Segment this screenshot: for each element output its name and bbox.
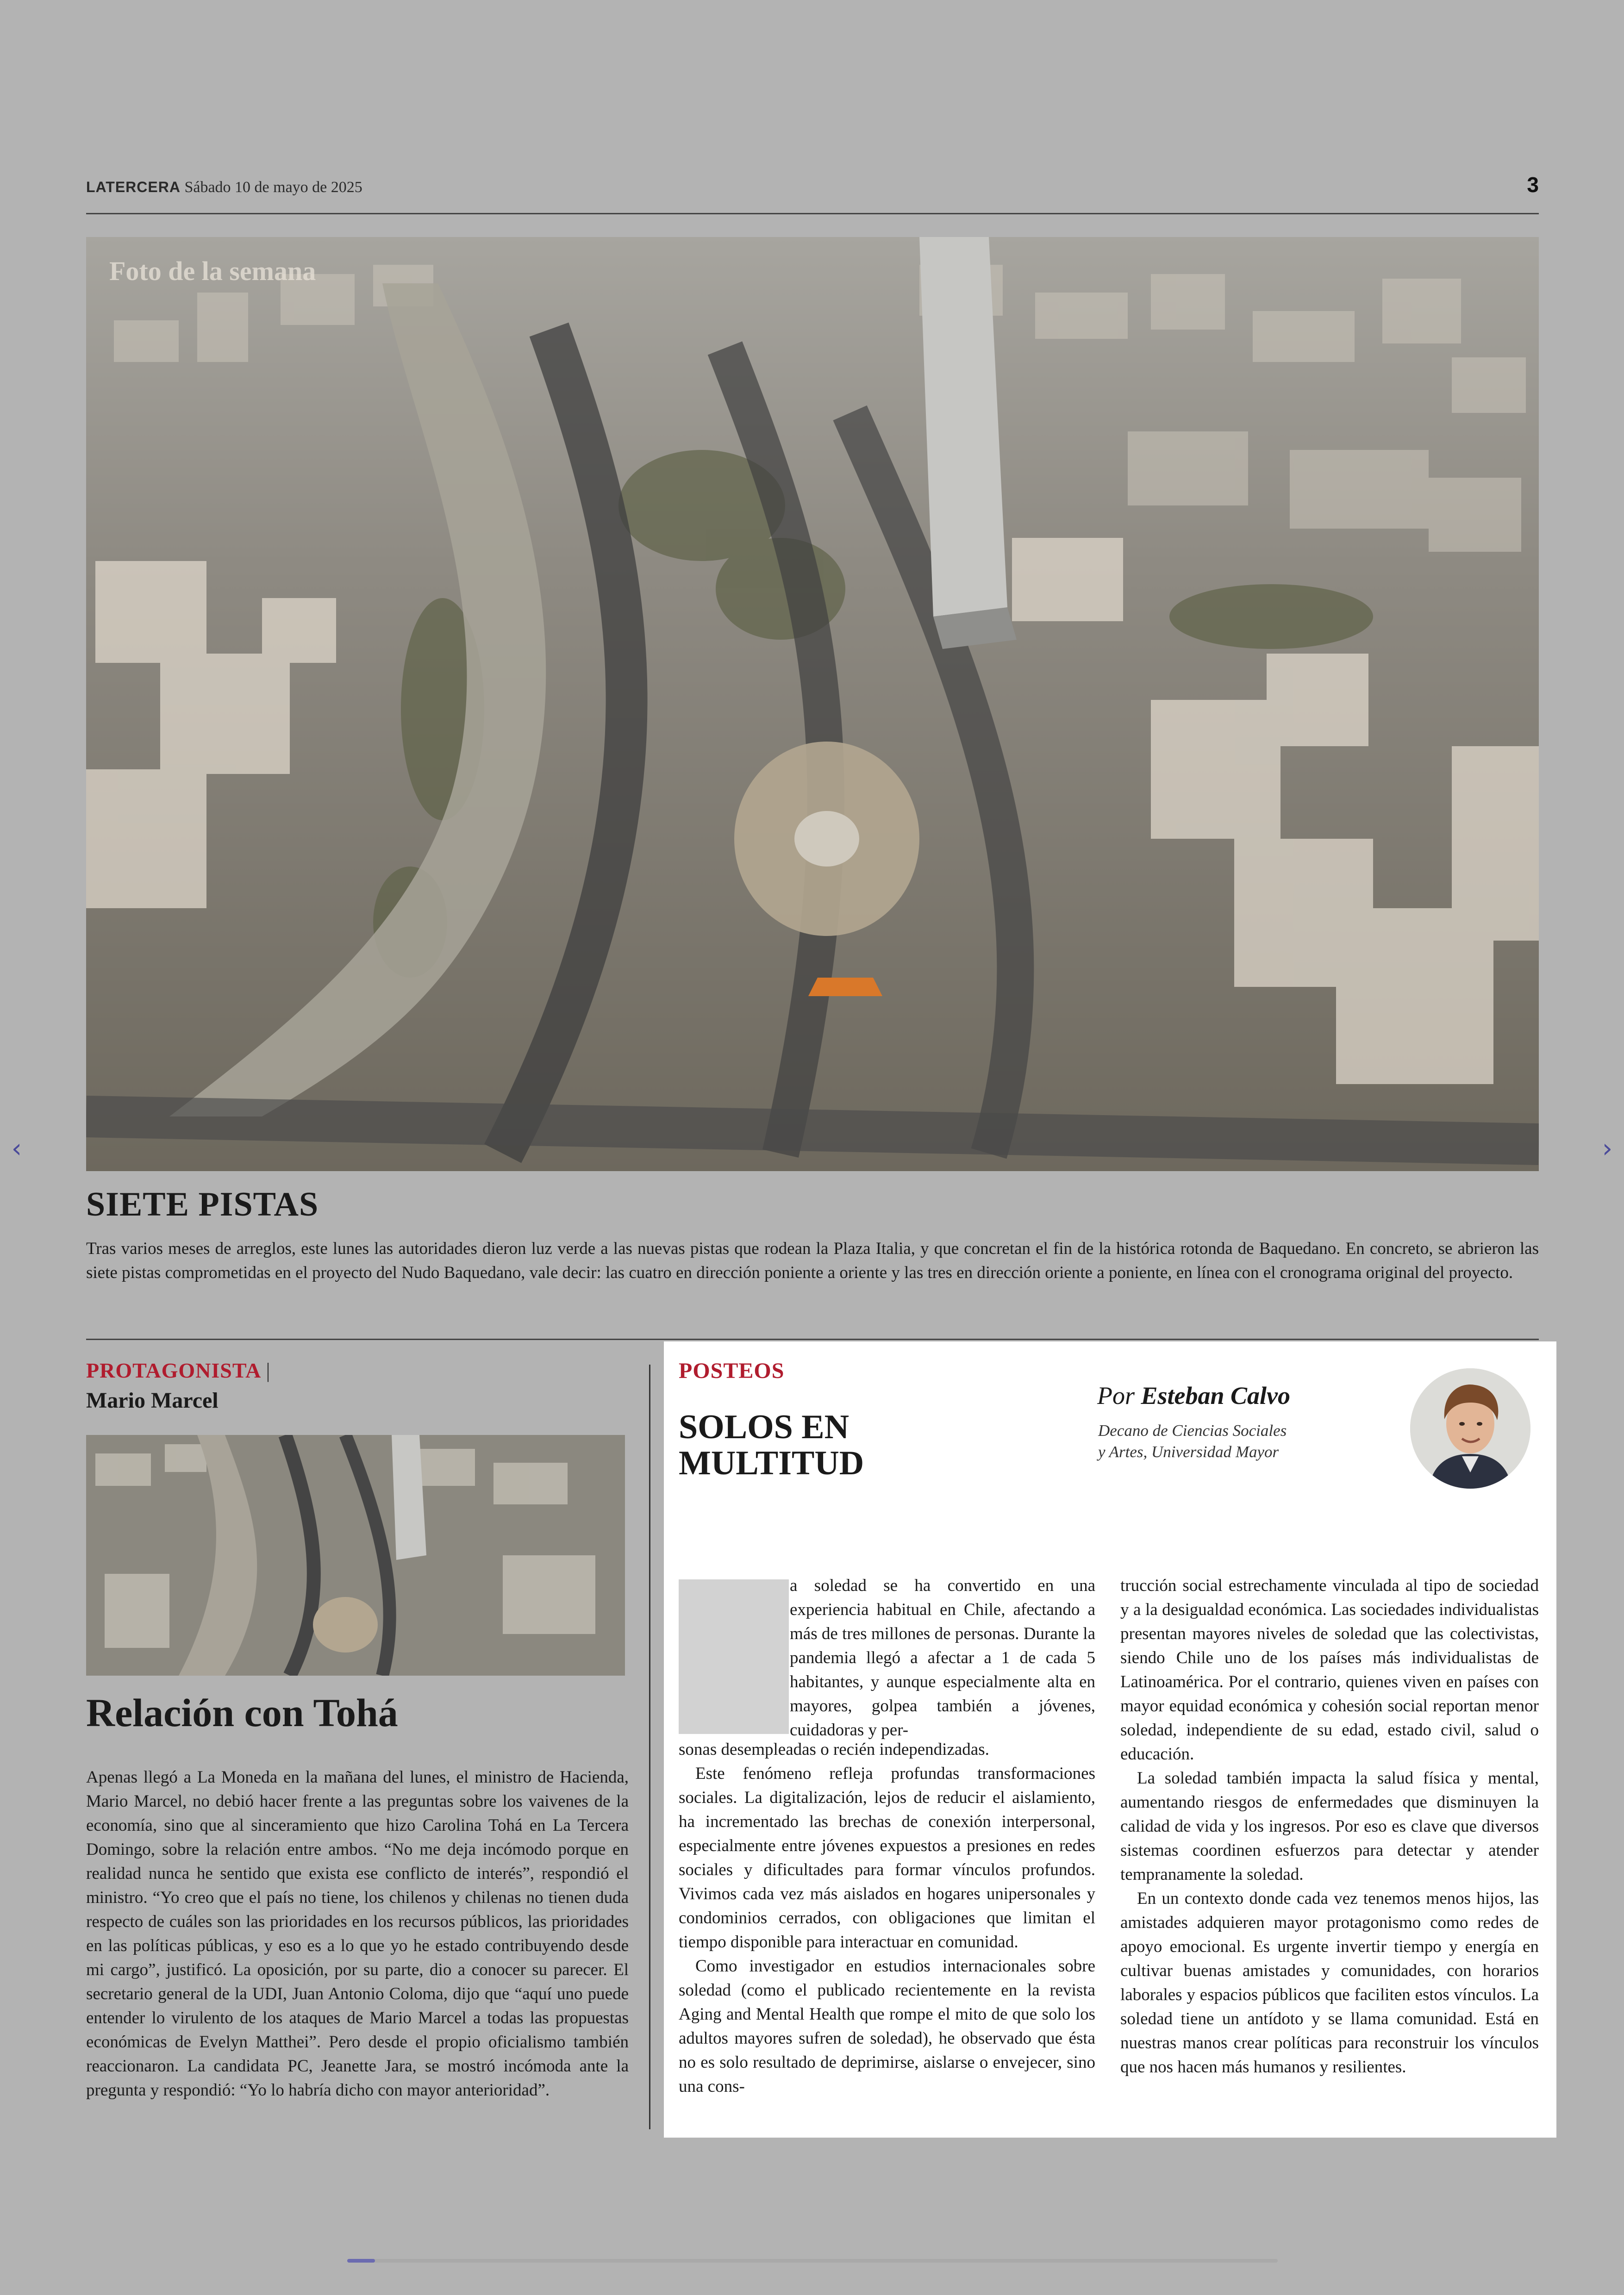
- opinion-column-right: [1120, 1574, 1539, 2079]
- author-byline: [1097, 1381, 1290, 1410]
- opinion-column-left: [679, 1738, 1095, 2099]
- author-name: Esteban Calvo: [1141, 1382, 1291, 1409]
- section-divider: [86, 1339, 1539, 1340]
- photo-of-the-week-label: Foto de la semana: [109, 256, 316, 286]
- thumbnail-illustration: [86, 1435, 625, 1676]
- opinion-paragraph: trucción social estrechamente vinculada al tipo de sociedad y a la desigualdad económica. Las sociedades individualistas presentan mayores niveles de soledad que las colectivistas, siendo Chile uno de los países más individualistas de Latinoamérica. Por el contrario, quienes viven en países con mayor equidad económica y cohesión social reportan menor soledad, independiente de su edad, estado civil, salud o educación.: [1120, 1576, 1539, 1764]
- posteos-kicker: POSTEOS: [679, 1359, 785, 1383]
- issue-date: Sábado 10 de mayo de 2025: [184, 179, 362, 196]
- author-role-line: Decano de Ciencias Sociales: [1098, 1422, 1287, 1440]
- protagonista-kicker: [86, 1358, 271, 1383]
- author-avatar: [1410, 1368, 1530, 1489]
- page-scroll-progress[interactable]: [347, 2259, 1278, 2263]
- opinion-paragraph: Este fenómeno refleja profundas transformaciones sociales. La digitalización, lejos de reducir el aislamiento, ha incrementado las brechas de conexión interpersonal, especialmente entre jóvenes expuestos a presiones en redes sociales y dificultades para formar vínculos profundos. Vivimos cada vez más aislados en hogares unipersonales y condominios cerrados, con obligaciones que limitan el tiempo disponible para interactuar en comunidad.: [679, 1764, 1095, 1952]
- opinion-paragraph: sonas desempleadas o recién independizadas.: [679, 1740, 989, 1759]
- byline-prefix: Por: [1097, 1382, 1135, 1409]
- masthead: [86, 179, 362, 196]
- left-article-body: [86, 1765, 629, 2102]
- kicker-separator: |: [266, 1359, 271, 1382]
- protagonist-thumbnail-photo: [86, 1435, 625, 1676]
- left-article-paragraph: Apenas llegó a La Moneda en la mañana del lunes, el ministro de Hacienda, Mario Marcel, no debió hacer frente a las preguntas sobre los vaivenes de la economía, sino que al sinceramiento que hizo Carolina Tohá en La Tercera Domingo, sobre la relación entre ambos. “No me deja incómodo porque en realidad nunca he sentido que exista ese conflicto de interés”, respondió el ministro. “Yo creo que el país no tiene, los chilenos y chilenas no tienen duda respecto de cuáles son las prioridades en los recursos públicos, las prioridades en las políticas públicas, y eso es a lo que yo he estado contribuyendo desde mi cargo”, justificó. La oposición, por su parte, dio a conocer su parecer. El secretario general de la UDI, Juan Antonio Coloma, dijo que “aquí uno puede entender lo virulento de los ataques de Mario Marcel a todas las propuestas económicas de Evelyn Matthei”. Pero desde el propio oficialismo también reaccionaron. La candidata PC, Jeanette Jara, se mostró incómoda ante la pregunta y respondió: “Yo lo habría dicho con mayor anterioridad”.: [86, 1768, 629, 2100]
- previous-page-arrow-icon[interactable]: ‹: [11, 1134, 22, 1164]
- opinion-paragraph: En un contexto donde cada vez tenemos menos hijos, las amistades adquieren mayor protagonismo como redes de apoyo emocional. Es urgente invertir tiempo y energía en cultivar buenas amistades y comunidades, con horarios laborales y espacios públicos que faciliten estos vínculos. La soledad tiene un antídoto y se llama comunidad. Está en nuestras manos crear políticas para reconstruir los vínculos que nos hacen más humanos y resilientes.: [1120, 1889, 1539, 2077]
- opinion-paragraph: La soledad también impacta la salud física y mental, aumentando riesgos de enfermedades que disminuyen la calidad de vida y los ingresos. Por eso es clave que diversos sistemas coordinen esfuerzos para detectar y atender tempranamente la soledad.: [1120, 1769, 1539, 1884]
- opinion-paragraph: a soledad se ha convertido en una experiencia habitual en Chile, afectando a más de tres millones de personas. Durante la pandemia llegó a afectar a 1 de cada 5 habitantes, y aunque especialmente alta en mayores, golpea también a jóvenes, cuidadoras y per-: [790, 1576, 1095, 1740]
- photo-headline: SIETE PISTAS: [86, 1185, 319, 1223]
- author-role-line: y Artes, Universidad Mayor: [1098, 1443, 1279, 1461]
- page-scroll-progress-fill: [347, 2259, 375, 2263]
- photo-caption: Tras varios meses de arreglos, este lunes las autoridades dieron luz verde a las nuevas pistas que rodean la Plaza Italia, y que concretan el fin de la histórica rotonda de Baquedano. En concreto, se abrieron las siete pistas comprometidas en el proyecto del Nudo Baquedano, vale decir: las cuatro en dirección poniente a oriente y las tres en dirección oriente a poniente, en línea con el cronograma original del proyecto.: [86, 1239, 1539, 1282]
- opinion-headline: SOLOS EN MULTITUD: [679, 1408, 864, 1482]
- opinion-paragraph: Como investigador en estudios internacionales sobre soledad (como el publicado recientemente en la revista Aging and Mental Health que rompe el mito de que solo los adultos mayores sufren de soledad), he observado que ésta no es solo resultado de deprimirse, aislarse o envejecer, sino una cons-: [679, 1957, 1095, 2096]
- next-page-arrow-icon[interactable]: ›: [1602, 1134, 1613, 1164]
- author-portrait-icon: [1410, 1368, 1530, 1489]
- protagonist-name: Mario Marcel: [86, 1388, 219, 1413]
- aerial-city-illustration: [86, 237, 1539, 1171]
- newspaper-brand: LATERCERA: [86, 179, 181, 195]
- page-number: 3: [1527, 173, 1539, 197]
- hero-aerial-photo: [86, 237, 1539, 1171]
- kicker-label: PROTAGONISTA: [86, 1359, 260, 1382]
- left-article-headline: Relación con Tohá: [86, 1690, 398, 1735]
- author-role: [1098, 1420, 1357, 1463]
- column-divider: [649, 1365, 650, 2129]
- opinion-column-first-lines: [790, 1574, 1095, 1742]
- header-divider: [86, 213, 1539, 214]
- drop-cap-letter: [679, 1579, 789, 1734]
